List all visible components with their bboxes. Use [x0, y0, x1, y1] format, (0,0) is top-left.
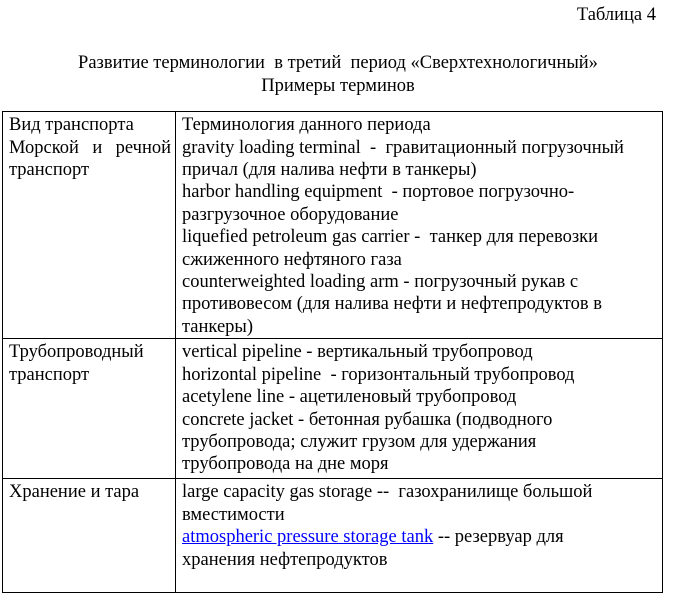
terminology-line — [182, 181, 658, 203]
terminology-line — [182, 504, 658, 526]
table-title-line2: Примеры терминов — [261, 75, 415, 96]
terminology-line — [182, 453, 658, 475]
terminology-line — [182, 409, 658, 431]
terminology-text: vertical pipeline - вертикальный трубопровод — [182, 342, 533, 363]
terminology-text: -- резервуар для — [433, 527, 564, 548]
terminology-cell — [176, 339, 663, 479]
terminology-table-body — [3, 112, 663, 593]
terminology-line — [182, 226, 658, 248]
terminology-text: liquefied petroleum gas carrier - танкер для перевозки — [182, 227, 599, 248]
table-number-label: Таблица 4 — [576, 5, 656, 25]
terminology-line — [182, 114, 658, 136]
transport-type-paragraph: Морской и речной транспорт — [9, 137, 171, 181]
transport-type-cell — [3, 479, 176, 593]
transport-type-cell — [3, 339, 176, 479]
terminology-text: сжиженного нефтяного газа — [182, 249, 402, 270]
transport-type-paragraph: Вид транспорта — [9, 115, 134, 136]
table-row-pipeline-transport — [3, 339, 663, 479]
terminology-line — [182, 137, 658, 159]
transport-type-paragraph: Хранение и тара — [9, 482, 140, 503]
terminology-text: concrete jacket - бетонная рубашка (подводного — [182, 409, 553, 430]
terminology-text: large capacity gas storage -- газохранилище большой — [182, 482, 593, 503]
terminology-line — [182, 204, 658, 226]
terminology-table — [2, 111, 663, 593]
terminology-line — [182, 293, 658, 315]
terminology-text: хранения нефтепродуктов — [182, 549, 388, 570]
terminology-text: harbor handling equipment - портовое погрузочно- — [182, 182, 575, 203]
table-title-block — [0, 52, 676, 97]
terminology-text: танкеры) — [182, 316, 254, 337]
terminology-text: acetylene line - ацетиленовый трубопровод — [182, 387, 517, 408]
transport-type-cell — [3, 112, 176, 339]
terminology-line — [182, 271, 658, 293]
terminology-text: трубопровода на дне моря — [182, 454, 389, 475]
terminology-text: разгрузочное оборудование — [182, 204, 399, 225]
terminology-line — [182, 316, 658, 338]
terminology-line — [182, 386, 658, 408]
storage-tank-term-link[interactable]: atmospheric pressure storage tank — [182, 527, 434, 548]
terminology-text: причал (для налива нефти в танкеры) — [182, 160, 477, 181]
transport-type-paragraph: Трубопроводный транспорт — [9, 342, 144, 385]
terminology-text: трубопровода; служит грузом для удержания — [182, 431, 537, 452]
terminology-line — [182, 249, 658, 271]
terminology-line — [182, 341, 658, 363]
table-row-storage-containers — [3, 479, 663, 593]
terminology-text: gravity loading terminal - гравитационный погрузочный — [182, 137, 624, 158]
terminology-line — [182, 526, 658, 548]
terminology-cell — [176, 479, 663, 593]
terminology-cell — [176, 112, 663, 339]
terminology-text: horizontal pipeline - горизонтальный трубопровод — [182, 364, 575, 385]
terminology-line — [182, 481, 658, 503]
table-row-sea-river-transport — [3, 112, 663, 339]
document-page — [0, 4, 676, 593]
terminology-line — [182, 431, 658, 453]
terminology-text: противовесом (для налива нефти и нефтепродуктов в — [182, 294, 602, 315]
terminology-text: вместимости — [182, 504, 285, 525]
terminology-line — [182, 364, 658, 386]
terminology-line — [182, 159, 658, 181]
table-title-line1: Развитие терминологии в третий период «Сверхтехнологичный» — [78, 53, 598, 74]
terminology-text: Терминология данного периода — [182, 115, 431, 136]
terminology-line — [182, 549, 658, 571]
terminology-text: counterweighted loading arm - погрузочный рукав с — [182, 272, 579, 293]
